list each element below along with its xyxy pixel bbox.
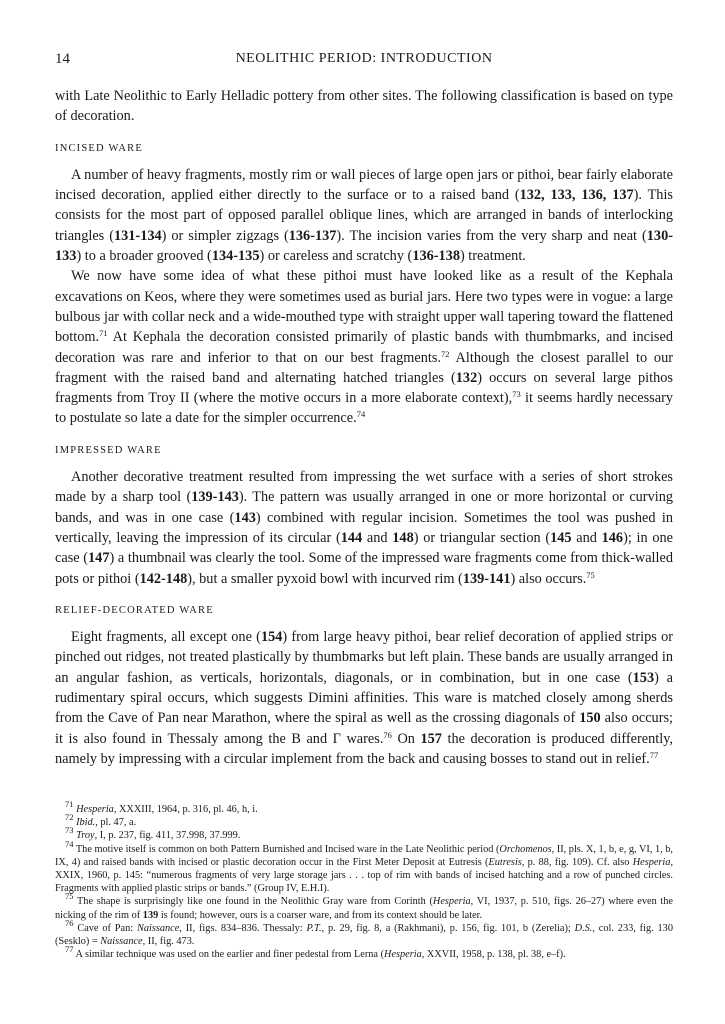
catalog-ref: 148: [392, 529, 414, 546]
page-number: 14: [55, 51, 70, 67]
catalog-ref: 131-134: [113, 227, 162, 244]
catalog-ref: 139-143: [191, 489, 239, 506]
section-heading-relief: RELIEF-DECORATED WARE: [55, 604, 214, 616]
footnote-ref: 72: [441, 348, 450, 359]
footnote-ref: 77: [649, 749, 659, 760]
footnote-77: $^{77}$ A similar technique was used on the earlier and finer pedestal from Lerna (Hesperia, XXVII, 1958, p. 138, pl. 38, e–f).: [65, 944, 566, 961]
paragraph-incised-2: We now have some idea of what these pithoi must have looked like as a result of the Kephala excavations on Keos, where they were sometimes used as burial jars. Here two types were in vogue: a large bulbous jar with collar neck and a wide-mouthed type with straight upper wall tapering toward the flattened bottom.$^{71}$ At Kephala the decoration consisted primarily of plastic bands with thumbmarks, and incised decoration was rare and inferior to that on our best fragments.$^{72}$ Although the closest parallel to our fragment with the raised band and alternating hatched triangles (132) occurs on several large pithos fragments from Troy II (where the motive occurs in a more elaborate context),$^{73}$ it seems hardly necessary to postulate so late a date for the simpler occurrence.$^{74}$: [55, 268, 673, 427]
running-title: NEOLITHIC PERIOD: INTRODUCTION: [235, 51, 493, 66]
footnote-75: $^{75}$ The shape is surprisingly like one found in the Neolithic Gray ware from Corinth (Hesperia, VI, 1937, p. 510, figs. 26–27) where even the nicking of the rim of 139 is found; however, ours is a coarser ware, and from its context should be later.: [55, 891, 673, 921]
catalog-ref: 144: [340, 529, 363, 546]
paragraph-impressed-1: Another decorative treatment resulted from impressing the wet surface with a series of short strokes made by a sharp tool (139-143). The pattern was usually arranged in one or more horizontal or curving bands, and was in one case (143) combined with regular incision. Sometimes the tool was pushed in vertically, leaving the impression of its circular (144 and 148) or triangular section (145 and 146); in one case (147) a thumbnail was clearly the tool. Some of the impressed ware fragments come from thick-walled pots or pithoi (142-148), but a smaller pyxoid bowl with incurved rim (139-141) also occurs.$^{75}$: [55, 469, 673, 587]
catalog-ref: 130-133: [55, 227, 673, 265]
catalog-ref: 157: [420, 730, 442, 747]
page-header: [55, 51, 673, 71]
main-text: [55, 86, 673, 769]
paragraph-incised-1: A number of heavy fragments, mostly rim or wall pieces of large open jars or pithoi, bear fairly elaborate incised decoration, applied either directly to the surface or to a raised band (132, 133, 136, 137). This consists for the most part of opposed parallel oblique lines, which are arranged in bands of interlocking triangles (131-134) or simpler zigzags (136-137). The incision varies from the very sharp and neat (130-133) to a broader grooved (134-135) or careless and scratchy (136-138) treatment.: [55, 166, 673, 265]
footnote-ref: 73: [512, 389, 521, 400]
section-heading-impressed: IMPRESSED WARE: [55, 444, 162, 456]
section-heading-incised: INCISED WARE: [55, 142, 143, 154]
footnote-76: $^{76}$ Cave of Pan: Naissance, II, figs. 834–836. Thessaly: P.T., p. 29, fig. 8, a (Rakhmani), p. 156, fig. 101, b (Zerelia); D.S., col. 233, fig. 130 (Sesklo) = Naissance, II, fig. 473.: [55, 917, 673, 948]
catalog-ref: 136-137: [288, 227, 337, 244]
catalog-ref: 143: [234, 509, 256, 526]
catalog-ref: 150: [579, 710, 601, 727]
catalog-ref: 139-141: [462, 570, 511, 587]
footnote-73: $^{73}$ Troy, I, p. 237, fig. 411, 37.998, 37.999.: [65, 825, 241, 842]
catalog-ref: 132, 133, 136, 137: [519, 187, 634, 204]
footnote-ref: 76: [383, 729, 392, 740]
footnote-ref: 74: [356, 409, 366, 420]
footnote-72: $^{72}$ Ibid., pl. 47, a.: [65, 812, 137, 829]
catalog-ref: 145: [550, 529, 572, 546]
catalog-ref: 146: [601, 529, 624, 546]
catalog-ref: 136-138: [412, 248, 460, 265]
catalog-ref: 142-148: [139, 570, 188, 587]
catalog-ref: 147: [88, 550, 110, 567]
paragraph-relief-1: Eight fragments, all except one (154) from large heavy pithoi, bear relief decoration of applied strips or pinched out ridges, not treated plastically by thumbmarks but left plain. These bands are usually arranged in an angular fashion, as verticals, horizontals, diagonals, or in combination, but in one case (153) a rudimentary spiral occurs, which suggests Dimini affinities. This ware is matched closely among sherds from the Cave of Pan near Marathon, where the spiral as well as the crossing diagonals of 150 also occurs; it is also found in Thessaly among the B and Γ wares.$^{76}$ On 157 the decoration is produced differently, namely by impressing with a circular implement from the back and causing bosses to stand out in relief.$^{77}$: [55, 629, 673, 767]
footnote-ref: 75: [586, 569, 595, 580]
intro-paragraph: with Late Neolithic to Early Helladic pottery from other sites. The following classification is based on type of decoration.: [55, 88, 673, 125]
catalog-ref: 132: [455, 369, 478, 386]
footnote-74: $^{74}$ The motive itself is common on both Pattern Burnished and Incised ware in the Late Neolithic period (Orchomenos, II, pls. X, 1, b, e, g, VI, 1, b, IX, 4) and raised bands with incised or plastic decoration occur in the First Meter Deposit at Eutresis (Eutresis, p. 88, fig. 109). Cf. also Hesperia, XXIX, 1960, p. 145: “numerous fragments of very large storage jars . . . top of rim with bands of incised hatching and a row of punched circles. Fragments with applied plastic strips or bands.” (Group IV, E.H.I).: [55, 838, 674, 895]
footnotes: [55, 799, 674, 961]
catalog-ref: 154: [260, 629, 283, 646]
catalog-ref: 134-135: [211, 248, 260, 265]
footnote-ref: 71: [99, 328, 108, 339]
catalog-ref: 153: [632, 669, 655, 686]
footnote-71: $^{71}$ Hesperia, XXXIII, 1964, p. 316, pl. 46, h, i.: [65, 799, 258, 815]
